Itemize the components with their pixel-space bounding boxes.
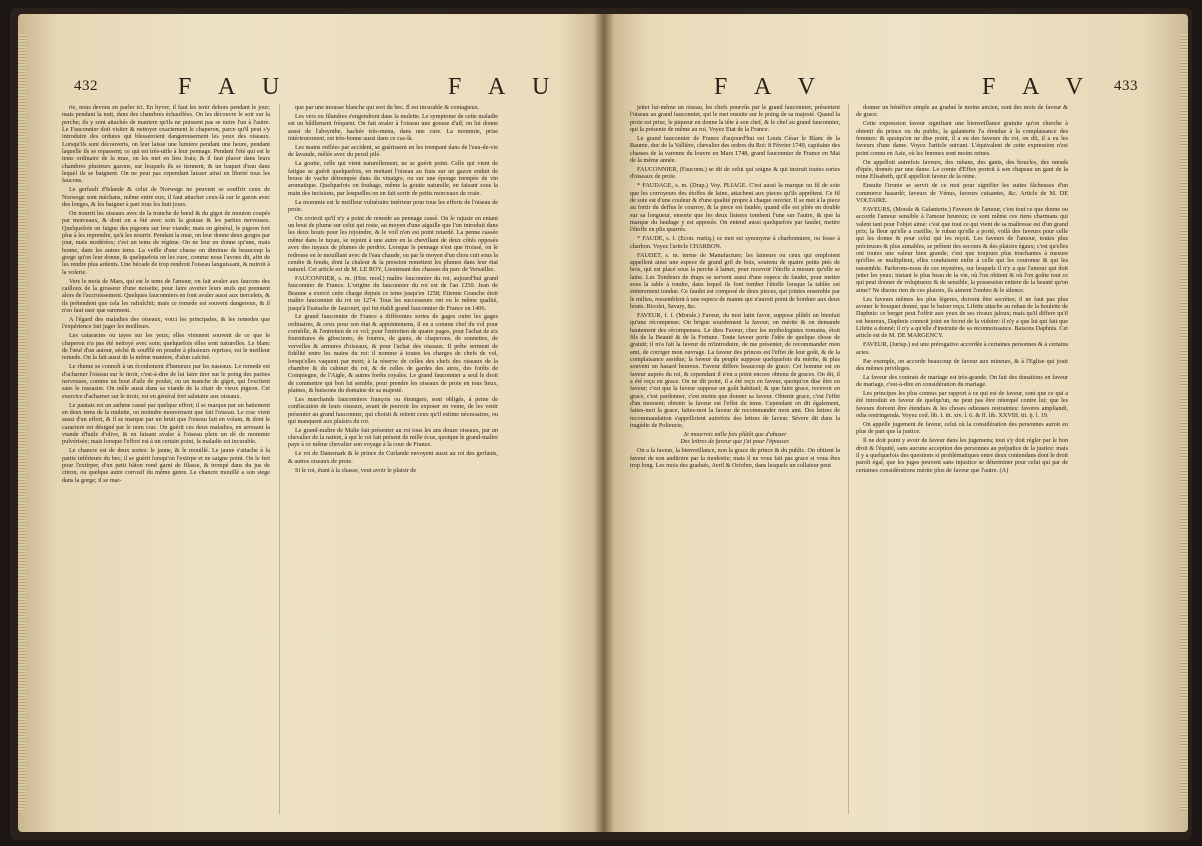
paragraph: La faveur des contrats de mariage est très-grande. On fait des donations en faveur de mariage, c'est-à-dire en considération du mariage. xyxy=(856,373,1068,389)
paragraph: donner un bénéfice simple au gradué le moins ancien, sont des mois de faveur & de grace. xyxy=(856,104,1068,119)
column-rule xyxy=(279,104,280,814)
paragraph: * FAUDAGE, s. m. (Drap.) Voy. PLIAGE. C'est aussi la marque ou fil de soie que les corroyeurs des étoffes de laine, attachent aux pieces qu'ils apprêtent. Ce fil de soie est d'une couleur & d'une qualité propre à chaque ouvrier. Il se met à la piece au fortir du deffus le courroy, & la piece est faudée, quand elle est pliée en double sur sa longueur, ensorte que les deux lisieres tombent l'une sur l'autre, & que la marque du faudage y est apposée. On entend aussi quelquefois par fauder, mettre l'étoffe en plis quarrés. xyxy=(630,182,840,234)
paragraph: Le pantais est un asthme causé par quelque effort; il se marque par un battement en deux tems de la mulette, ou moindre mouvement que fait l'oiseau. Le crac vient aussi d'un effort, & il se marque par un bruit que l'oiseau fait en volant, & dont le caractere est désigné par le nom crac. On guérit ces deux maladies, en arrosant la viande d'huile d'olive, & en faisant avaler à l'oiseau plein un dé de mommie pulvérisée; mais lorsque l'effort est à un certain point, la maladie est incurable. xyxy=(62,401,270,446)
book-gutter xyxy=(594,14,614,832)
text-column xyxy=(62,104,270,814)
paragraph: Les principes les plus connus par rapport à ce qui est de faveur, sont que ce qui a été introduit en faveur de quelqu'un, ne peut pas être rétorqué contre lui; que les faveurs doivent être étendues & les choses odieuses restraintes: favores ampliandi, odia restringenda. Voyez cod. lib. I. tit. xiv. l. 6. & ff. lib. XXVIII. tit. ij. l. 19. xyxy=(856,390,1068,420)
paragraph: Le rhume se connoît à un écoulement d'humeurs par les naseaux. Le remede est d'acharner l'oiseau sur le tiroir, c'est-à-dire de lui faire tirer sur le poing des parties nerveuses, comme un bout d'aile de poulet, ou un manche de gigot, qui l'excitent sans le rassasier. On mêle aussi dans sa viande de la chair de vieux pigeon. Cet exercice d'acharner sur le tiroir, est en général fort salutaire aux oiseaux. xyxy=(62,363,270,400)
paragraph: Si le roi, étant à la chasse, veut avoir le plaisir de xyxy=(295,466,417,474)
text-column xyxy=(288,104,498,814)
paragraph: FAVEUR, (Jurisp.) est une prérogative accordée à certaines personnes & à certains actes. xyxy=(856,341,1068,356)
paragraph: On nourrit les oiseaux avec de la tranche de bœuf & du gigot de mouton coupés par morceaux, & dont on a ôté avec soin la graisse & les parties nerveuses. Quelquefois on faigne des pigeons sur leur viande; mais en général, le pigeon fort plus à les reprendre, qu'à les nourrir. Pendant la mue, on leur donne deux gorges par jour, mais modérées; c'est un tems de régime. On ne leur en donne qu'une, mais bonne, dans les autres tems. La veille d'une chasse on diminue de beaucoup la gorge qu'on leur donne, & quelquefois on les cure, comme nous l'avons dit, afin de les rendre plus ardents. Une bécade de trop rendroit l'oiseau languissant, & nuiroit à la volerie. xyxy=(62,210,270,276)
paragraph: Les marchands fauconniers françois ou étrangers, sont obligés, à peine de confiscation de leurs oiseaux, avant de pouvoir les exposer en vente, de les venir présenter au grand fauconnier, qui choisit & retient ceux qu'il estime nécessaires, ou qui manquent aux plaisirs du roi. xyxy=(288,395,498,425)
paragraph: Les vers ou filandres s'engendrent dans la mulette. Le symptome de cette maladie est un bâillement fréquent. On fait avaler à l'oiseau une gousse d'ail; on lui donne aussi de l'absynthe, hachée très-menu, dans une cure. La mommie, prise intérieurement, est très-bonne aussi dans ce cas-là. xyxy=(288,112,498,142)
paragraph: FAUDET, s. m. terme de Manufacture; les laineurs ou ceux qui emploient appellent ainsi une espece de grand gril de bois, soutenu de quatre petits piés de bois, qui est placé sous la perche à lainer, pour recevoir l'étoffe à mesure qu'elle se laine. Les Tondeurs de draps se servent aussi d'une espece de faudet, pour mettre sous la table à tondre, dans lequel ils font tomber l'étoffe lorsque la tablée est entierement tondue. Ce faudet est composé de deux pieces, qui jointes ensemble par le milieu, ressemblent à une espece de manne qui n'auroit point de bordure aux deux bouts. Ricolet, Savary, &c. xyxy=(630,251,840,310)
left-page-header xyxy=(18,74,604,104)
running-head: F A V xyxy=(982,74,1094,100)
paragraph: Le grand-maître de Malte fait présenter au roi tous les ans douze oiseaux, par un chevalier de la nation, à qui le roi fait présent de mille écus, quoique le grand-maître paye à ce même chevalier son voyage à la cour de France. xyxy=(288,426,498,449)
running-head: F A V xyxy=(714,74,826,100)
paragraph: * FAUDE, s. f. (Econ. rustiq.) ce mot est synonyme à charbonniere, ou fosse à charbon. Voyez l'article CHARBON. xyxy=(630,235,840,250)
paragraph: Les faveurs mêmes les plus légeres, doivent être secrètes; il ne faut pas plus avouer le bouquet donné, que le baiser reçu. Lifette attache au ruban de la houlette de Daphnis: ce berger peut l'offrir aux yeux de ses rivaux jaloux; mais qu'il differe qu'il est heureux, Daphnis connoit joint en fecret de la vidoire: il n'y a que lui qui fait que Lifette a donné; il n'y a qu'elle d'instruite de sa reconnoissance. Baisons Daphnis. Cet article est de M. DE MARGENCY. xyxy=(856,295,1068,340)
column-rule xyxy=(848,104,849,814)
paragraph: On croiroit qu'il n'y a point de remede au pennage cassé. On le rajuste en entant un bout de plume sur celui qui reste, au moyen d'une aiguille que l'on introduit dans les deux bouts pour les rejoindre, & le voil n'en est point retardé. La penne cassée même dans le tuyau, se rejoint à une autre en la chevillant de deux côtés opposés avec des tuyaux de plumes de perdrix. Lorsque le pennage n'est que froissé, on le redresse en le mouillant avec de l'eau chaude, ou par le moyen d'un chou cuit sous la cendre & fendu, dont la chaleur & la pression remettent les plumes dans leur état naturel. Cet article est de M. LE ROY, Lieutenant des chasses du parc de Versailles. xyxy=(288,214,498,274)
running-head: F A U xyxy=(448,74,561,100)
paragraph: On appelle jugement de faveur, celui où la considération des personnes auroit eu plus de part que la justice. xyxy=(856,421,1068,436)
paragraph: Le grand fauconnier de France a différentes sortes de gages outre les gages ordinaires, & ceux pour son état & appointemens, il en a comme chef du vol pour cornéille, & l'entretien de ce vol; pour l'entretien de quatre pages, pour l'achat de six fournitures de gibecieres, de fourres, de gants, de chaperons, de sonnettes, de vervelles & armures d'oiseaux, & pour l'achat des oiseaux. Il prête serment de fidélité entre les mains du roi: il nomme à toutes les charges de chefs de vol, lorsqu'elles vaquent par mort; à la réserve de celles des chefs des oiseaux de la chambre & du cabinet du roi, & de celles de gardes des aires, des forêts de Compiegne, de l'Aigle, & autres forêts royales. Le grand fauconnier a seul le droit de commettre qui bon lui semble, pour prendre les oiseaux de proie en tous lieux, plaines, & buissons du domaine de sa majesté. xyxy=(288,313,498,394)
right-page xyxy=(604,14,1188,832)
paragraph: FAUCONNIER, (Fauconn.) se dit de celui qui soigne & qui instruit toutes sortes d'oiseaux de proie. xyxy=(630,165,840,181)
paragraph: Vers le mois de Mars, qui est le tems de l'amour, on fait avaler aux faucons des cailloux de la grosseur d'une noisette, pour faire avorter leurs œufs qui prennent alors de l'accroissement. Quelques fauconniers en font avaler aussi aux tiercelets, & ils prétendent que cela les rafraîchit; mais ce remede est souvent dangereux, & il n'en faut user que rarement. xyxy=(62,277,270,315)
paragraph: Par exemple, on accorde beaucoup de faveur aux mineurs, & à l'Eglise qui jouit des mêmes privileges. xyxy=(856,357,1068,372)
paragraph: FAUCONNIER, s. m. (Hist. mod.) maître fauconnier du roi, aujourd'hui grand fauconnier de France. L'origine du fauconnier du roi est de l'an 1250. Jean de Beaune a exercé cette charge depuis ce tems jusqu'en 1258; Etienne Granche étoit maître fauconnier du roi en 1274. Tous les successeurs ont eu le même qualité, jusqu'à Eustache de Jaucourt, qui fut établi grand fauconnier de France en 1406. xyxy=(288,275,498,312)
paragraph: On a la faveur, la bienveillance, non la grace du prince & du public. On obtient la faveur de son auditoire par la modestie; mais il ne vous fait pas grace si vous êtes trop long. Les mois des gradués, Avril & Octobre, dans lesquels un collateur peut xyxy=(630,447,840,469)
paragraph: Le chancre est de deux sortes: le jaune, & le mouillé. Le jaune s'attache à la partie inférieure du bec; il se guérit lorsqu'on l'extirpe et ne saigne point. On le fert pour l'extirper, d'un petit bâton rond garni de filasse, & trempé dans du jus de citron, ou quelque autre corrosif du même genre. Le chancre mouillé a son siege dans la gorge; il se mar- xyxy=(62,447,270,484)
paragraph: La goutte, celle qui vient naturellement, ne se guérit point. Celle qui vient de fatigue se guérit quelquefois, en mettant l'oiseau au frais sur un gazon enduit de bouse de vache détrempée dans du vinaigre, ou sur une éponge trempée de vin aromatique. Quelquefois on fouhage, même la goutte naturelle, en faisant sous la main des incisions, par lesquelles on en fait sortir de petits morceaux de craie. xyxy=(288,160,498,197)
paragraph: Le roi de Danemark & le prince de Curlande envoyent aussi au roi des gerfauts, & autres oiseaux de proie. xyxy=(288,450,498,465)
paragraph: rie, nous devons en parler ici. En hyver, il faut les tenir dehors pendant le jour; mais pendant la nuit, dans des chambres échauffées. On les découvre le soir sur la perche; ils y sont attachés de maniere qu'ils ne puissent pas se nuire l'un à l'autre. Le Fauconnier doit visiter & nettoyer exactement le chaperon, parce qu'il peut s'y introduire des ordures qui blesseroient dangereusement les yeux des oiseaux. Lorsqu'ils sont découverts, on leur laisse une lumiere pendant une heure, pendant laquelle ils se repassent; ce qui est très-utile à leur pennage. Pendant l'été qui est le tems ordinaire de la mue, on les met en lieu frais; & il faut placer dans leurs chambres plusieurs gazons, sur lesquels ils se tiennent, & un baquet d'eau dans lequel ils se baignent. On ne peut pas cependant laisser ainsi en liberté tous les faucons. xyxy=(62,104,270,185)
paragraph: FAVEUR, f. f. (Morale.) Faveur, du mot latin favor, suppose plûtôt un bienfait qu'une récompense. On brigue sourdement la faveur; on mérite & on demande hautement des récompenses. Le dieu Faveur, chez les mythologistes romains, étoit fils de la Beauté & de la Fortune. Toute faveur porte l'idée de quelque chose de gratuit; il m'a fait la faveur de m'introduire, de me présenter, de recommander mon ami, de corriger mon ouvrage. La faveur des princes est l'effet de leur goût, & de la complaisance assidue; la faveur du peuple suppose quelquefois du mérite, & plus souvent un hasard heureux. Faveur differe beaucoup de grace. Cet homme est en faveur auprès du roi, & cependant il n'en a point encore obtenu de graces. On dit, il a été reçu en grace. On ne dit point, il a été reçu en faveur, quoiqu'on dise être en faveur; c'est que la faveur suppose un goût habituel; & que faire grace, recevoir en grace, c'est pardonner, c'est moins que donner sa faveur. Obtenir grace, c'est l'effet d'un moment; obtenir la faveur est l'effet du tems. Cependant on dit également, faites-moi la grace, faites-moi la faveur de recommander mon ami. Des lettres de recommandation s'appelloient autrefois des lettres de faveur. Sévere dit dans la tragédie de Polieucte, xyxy=(630,311,840,429)
paragraph: que par une mousse blanche qui sort du bec. Il est incurable & contagieux. xyxy=(295,104,480,111)
text-column xyxy=(630,104,840,814)
paragraph: jetter lui-même un oiseau, les chefs pourvûs par le grand fauconnier, présentent l'oiseau au grand fauconnier, qui le met ensuite sur le poing de sa majesté. Quand la proie est prise, le piqueur en donne la tête à son chef, & le chef au grand fauconnier, qui la présente de même au roi. Voyez Etat de la France. xyxy=(630,104,840,134)
right-page-columns xyxy=(604,104,1188,814)
page-number: 433 xyxy=(1114,78,1138,94)
right-page-header xyxy=(604,74,1188,104)
running-head: F A U xyxy=(178,74,291,100)
paragraph: A l'égard des maladies des oiseaux, voici les principales, & les remedes que l'expérience fait juger les meilleurs. xyxy=(62,316,270,331)
open-book xyxy=(10,8,1192,840)
paragraph: Je mourrois mille fois plûtôt que d'abuser Des lettres de faveur que j'ai pour l'épouser. xyxy=(680,430,790,446)
left-page xyxy=(18,14,604,832)
paragraph: Le gerfault d'Islande & celui de Norwege ne peuvent se souffrir ceux de Norwege sont méchans, même entre eux; il faut attacher ceux-là sur le gazon avec des longes, & les baigner à part tous les huit jours. xyxy=(62,186,270,209)
paragraph: Cette expression faveur signifiant une bienveillance gratuite qu'on cherche à obtenir du prince ou du public, la galanterie l'a étendue à la complaisance des femmes: & quoiqu'on ne dise point, il a eu des faveurs du roi, on dit, il a eu les faveurs d'une dame. Voyez l'article suivant. L'équivalent de cette expression n'est point connu en Asie, où les femmes sont moins reines. xyxy=(856,120,1068,157)
paragraph: Ensuite l'ironie se servit de ce mot pour signifier les suites fâcheuses d'un commerce hasardé; faveurs de Vénus, faveurs cuisantes, &c. Article de M. DE VOLTAIRE. xyxy=(856,182,1068,204)
paragraph: Il ne doit point y avoir de faveur dans les jugemens; tout s'y doit régler par le bon droit & l'équité, sans aucune acception des personnes au préjudice de la justice: mais il y a quelquefois des questions si problématiques entre deux contendans dont le droit paroît égal, que les juges peuvent sans injustice se déterminer pour celui qui par de certaines considérations mérite plus de faveur que l'autre. (A) xyxy=(856,437,1068,474)
paragraph: FAVEURS, (Morale & Galanterie.) Faveurs de l'amour, c'est tout ce que donne ou accorde l'amour sensible à l'amour heureux; ce sont même ces riens charmans qui valent tant pour l'objet aimé: c'est que tout ce qui vient de sa maîtresse est d'un grand prix; la fleur qu'elle a cueillie, le ruban qu'elle a porté, voilà des faveurs pour celle qui les donne & pour celui qui les reçoit. Les faveurs de l'amour, toutes plus précieuses & plus aimables, se prêtent des secours & des plaisirs égaux; c'est qu'elles ont toutes une valeur bien grande; c'est que toujours plus touchantes à mesure qu'elles se multiplient, elles conduisent enfin à celle qui les couronne & qui les rassemble. Parlerons-nous de ces mystères, sur lesquels il n'y a que l'amour qui doit jetter les yeux; instant le plus beau de la vie, où l'on obtient & où l'on goûte tout ce qui peut donner de voluptueux & de sensible, la possession entiere de la beauté qu'on aime? Ne disons rien de ces plaisirs, ils aiment l'ombre & le silence. xyxy=(856,205,1068,294)
paragraph: Le grand fauconnier de France d'aujourd'hui est Louis César le Blanc de la Baume, duc de la Vallière, chevalier des ordres du Roi: 8 Février 1749, capitaine des chasses de la varenne du louvre en Mars 1748, grand fauconnier de France en Mai de la même année. xyxy=(630,134,840,164)
paragraph: Les cataractes ou tayes sur les yeux; elles viennent souvent de ce que le chaperon n'a pas été nettoyé avec soin; quelquefois elles sont naturelles. Le blanc de l'œuf d'un autour, séché & soufflé en poudre à plusieurs reprises, est le meilleur remede. On la fait aussi de la même maniere, d'alun calciné. xyxy=(62,332,270,362)
paragraph: La mommie est le meilleur vulnéraire intérieur pour tous les efforts de l'oiseau de proie. xyxy=(288,198,498,213)
paragraph: Les mains enflées par accident, se guérissent en les trempant dans de l'eau-de-vie de lavande, mêlée avec du persil pilé. xyxy=(288,143,498,159)
left-page-columns xyxy=(18,104,604,814)
text-column xyxy=(856,104,1068,814)
paragraph: On appelloit autrefois faveurs, des rubans, des gants, des boucles, des nœuds d'épée, donnés par une dame. Le comte d'Effex portoit à son chapeau un gant de la reine Elisabeth, qu'il appelloit faveur de la reine. xyxy=(856,158,1068,181)
page-number: 432 xyxy=(74,78,98,94)
